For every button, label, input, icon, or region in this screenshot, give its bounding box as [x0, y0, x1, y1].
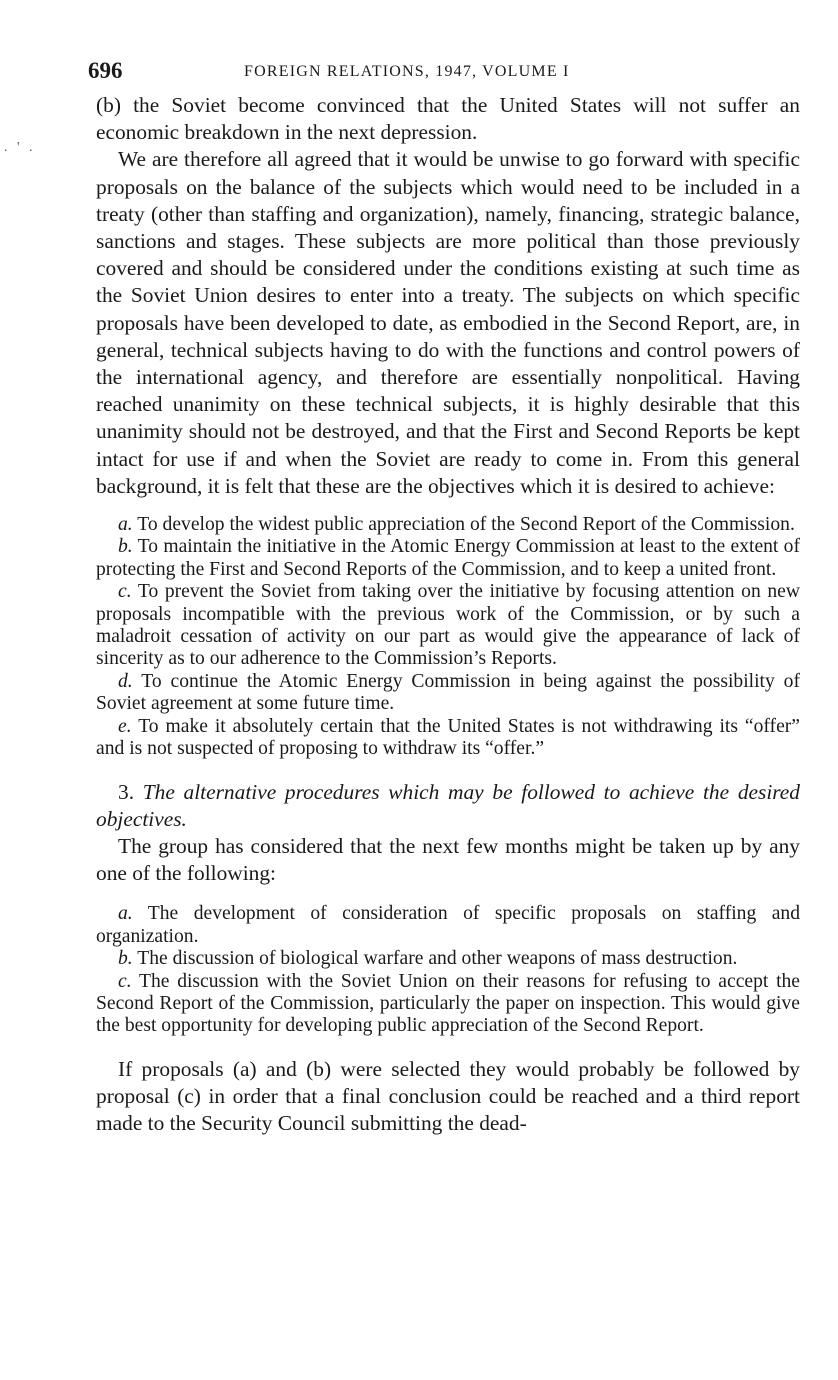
objectives-list: [96, 514, 800, 760]
procedure-item: [96, 903, 800, 948]
item-letter: d.: [118, 670, 133, 692]
item-text: The development of consideration of specific proposals on staffing and organization.: [96, 903, 800, 947]
item-text: To prevent the Soviet from taking over the initiative by focusing attention on new proposals incompatible with the previous work of the Commission, or by such a maladroit cessation of activity on our part as would give the appearance of lack of sincerity as to our adherence to the Commission’s Reports.: [96, 581, 800, 670]
objective-item: [96, 671, 800, 716]
margin-mark: . ' .: [4, 140, 36, 155]
item-letter: a.: [118, 903, 133, 925]
item-letter: a.: [118, 514, 133, 536]
objective-item: [96, 514, 800, 536]
page-number: 696: [88, 58, 123, 83]
item-letter: b.: [118, 948, 133, 970]
document-page: [88, 58, 801, 1137]
item-text: To make it absolutely certain that the United States is not withdrawing its “offer” and is not suspected of proposing to withdraw its “offer.”: [96, 715, 800, 760]
section-3-intro: The group has considered that the next few months might be taken up by any one of the following:: [96, 833, 800, 886]
item-letter: e.: [118, 715, 132, 737]
section-3-heading: [96, 779, 800, 833]
item-letter: b.: [118, 536, 133, 558]
item-text: The discussion with the Soviet Union on their reasons for refusing to accept the Second Report of the Commission, particularly the paper on inspection. This would give the best opportunity for developing public appreciation of the Second Report.: [96, 970, 801, 1037]
section-number: 3.: [118, 779, 135, 804]
item-text: To continue the Atomic Energy Commission in being against the possibility of Soviet agreement at some future time.: [96, 670, 801, 715]
item-letter: c.: [118, 581, 132, 603]
objective-item: [96, 536, 800, 581]
item-letter: c.: [118, 970, 132, 992]
page-header: [88, 58, 800, 92]
running-head: FOREIGN RELATIONS, 1947, VOLUME I: [244, 63, 570, 80]
item-text: To maintain the initiative in the Atomic Energy Commission at least to the extent of protecting the First and Second Reports of the Commission, and to keep a united front.: [96, 536, 801, 580]
procedures-list: [96, 903, 800, 1037]
paragraph-agreement: We are therefore all agreed that it would be unwise to go forward with specific proposals on the balance of the subjects which would need to be included in a treaty (other than staffing and organization), namely, financing, strategic balance, sanctions and stages. These subjects are more political than those previously covered and should be considered under the conditions existing at such time as the Soviet Union desires to enter into a treaty. The subjects on which specific proposals have been developed to date, as embodied in the Second Report, are, in general, technical subjects having to do with the functions and control powers of the international agency, and therefore are essentially nonpolitical. Having reached unanimity on these technical subjects, it is highly desirable that this unanimity should not be destroyed, and that the First and Second Reports be kept intact for use if and when the Soviet are ready to come in. From this general background, it is felt that these are the objectives which it is desired to achieve:: [96, 147, 800, 498]
paragraph-soviet-conviction: (b) the Soviet become convinced that the United States will not suffer an economic breakdown in the next depression.: [96, 93, 800, 145]
item-text: To develop the widest public appreciation of the Second Report of the Commission.: [137, 514, 795, 536]
objective-item: [96, 581, 800, 671]
procedure-item: [96, 971, 800, 1038]
item-text: The discussion of biological warfare and other weapons of mass destruction.: [137, 948, 738, 970]
paragraph-closing: If proposals (a) and (b) were selected they would probably be followed by proposal (c) in order that a final conclusion could be reached and a third report made to the Security Council submitting the dead-: [96, 1056, 800, 1136]
objective-item: [96, 716, 800, 761]
section-title: The alternative procedures which may be followed to achieve the desired objectives.: [96, 779, 800, 831]
procedure-item: [96, 948, 800, 970]
